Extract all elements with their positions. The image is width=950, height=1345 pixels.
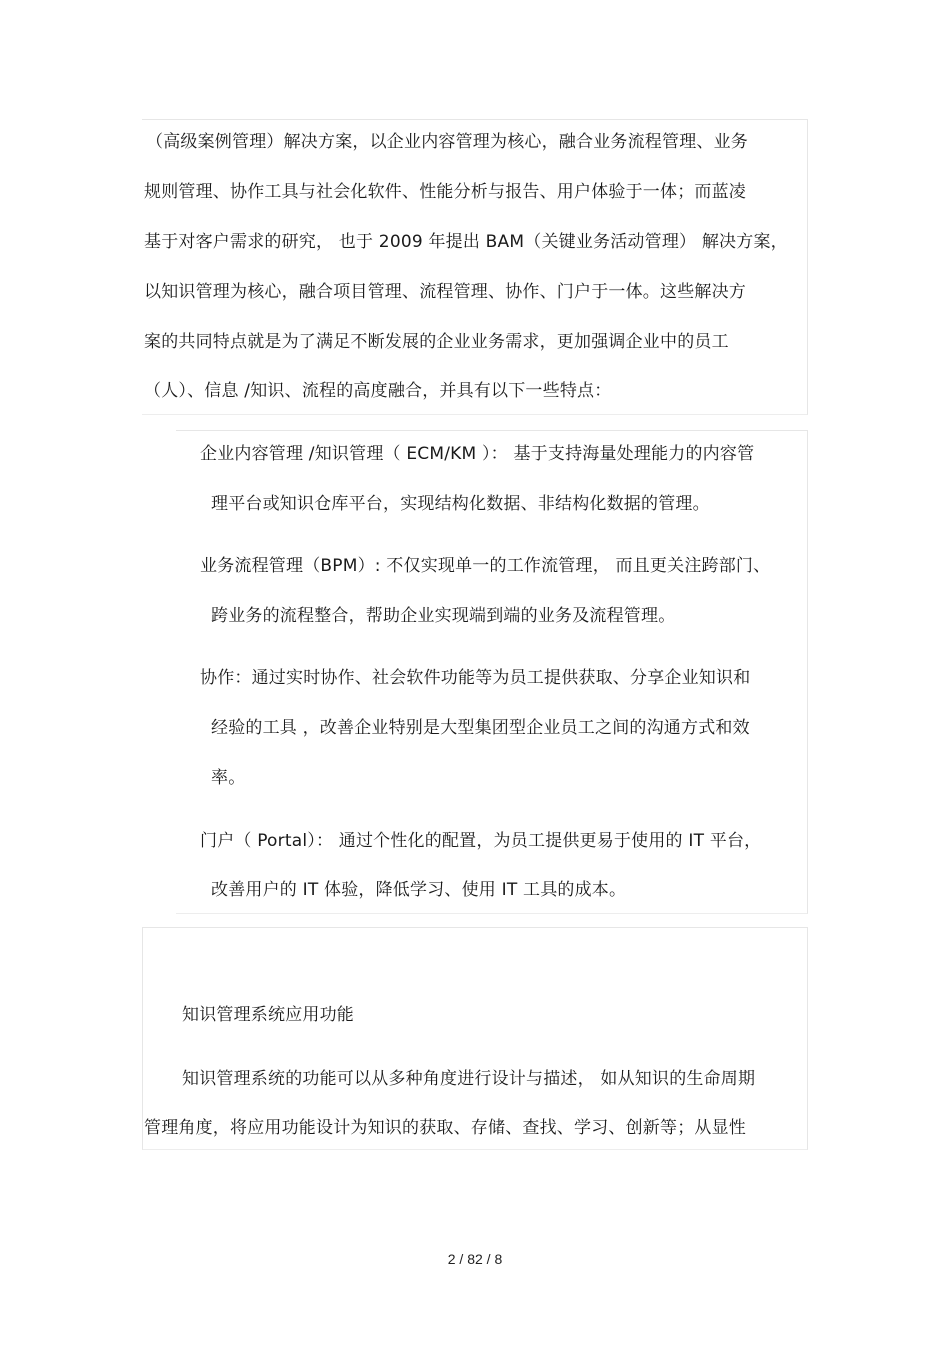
paragraph-line: 规则管理、协作工具与社会化软件、性能分析与报告、用户体验于一体；而蓝凌 bbox=[144, 182, 746, 202]
feature-item-text: 理平台或知识仓库平台，实现结构化数据、非结构化数据的管理。 bbox=[211, 494, 710, 514]
feature-item-text: 企业内容管理 /知识管理（ ECM/KM ）： 基于支持海量处理能力的内容管 bbox=[200, 444, 755, 464]
paragraph-line: 案的共同特点就是为了满足不断发展的企业业务需求，更加强调企业中的员工 bbox=[144, 332, 729, 352]
paragraph-line: 知识管理系统的功能可以从多种角度进行设计与描述， 如从知识的生命周期 bbox=[182, 1069, 756, 1089]
paragraph-line: （人）、信息 /知识、流程的高度融合，并具有以下一些特点： bbox=[144, 381, 612, 401]
text-frame-1 bbox=[142, 119, 808, 415]
feature-item-text: 率。 bbox=[211, 768, 246, 788]
section-heading: 知识管理系统应用功能 bbox=[182, 1005, 354, 1025]
page-number: 2 / 82 / 8 bbox=[447, 1251, 503, 1267]
feature-item-text: 改善用户的 IT 体验，降低学习、使用 IT 工具的成本。 bbox=[211, 880, 627, 900]
feature-item-text: 门户（ Portal）： 通过个性化的配置，为员工提供更易于使用的 IT 平台， bbox=[200, 831, 762, 851]
feature-item-text: 协作：通过实时协作、社会软件功能等为员工提供获取、分享企业知识和 bbox=[200, 668, 751, 688]
paragraph-line: （高级案例管理）解决方案，以企业内容管理为核心，融合业务流程管理、业务 bbox=[146, 132, 748, 152]
paragraph-line: 管理角度，将应用功能设计为知识的获取、存储、查找、学习、创新等；从显性 bbox=[144, 1118, 746, 1138]
paragraph-line: 以知识管理为核心，融合项目管理、流程管理、协作、门户于一体。这些解决方 bbox=[144, 282, 746, 302]
feature-item-text: 业务流程管理（BPM）: 不仅实现单一的工作流管理， 而且更关注跨部门、 bbox=[200, 556, 771, 576]
paragraph-line: 基于对客户需求的研究， 也于 2009 年提出 BAM（关键业务活动管理） 解决方案， bbox=[144, 232, 788, 252]
feature-item-text: 跨业务的流程整合，帮助企业实现端到端的业务及流程管理。 bbox=[211, 606, 676, 626]
feature-item-text: 经验的工具 ，改善企业特别是大型集团型企业员工之间的沟通方式和效 bbox=[211, 718, 750, 738]
